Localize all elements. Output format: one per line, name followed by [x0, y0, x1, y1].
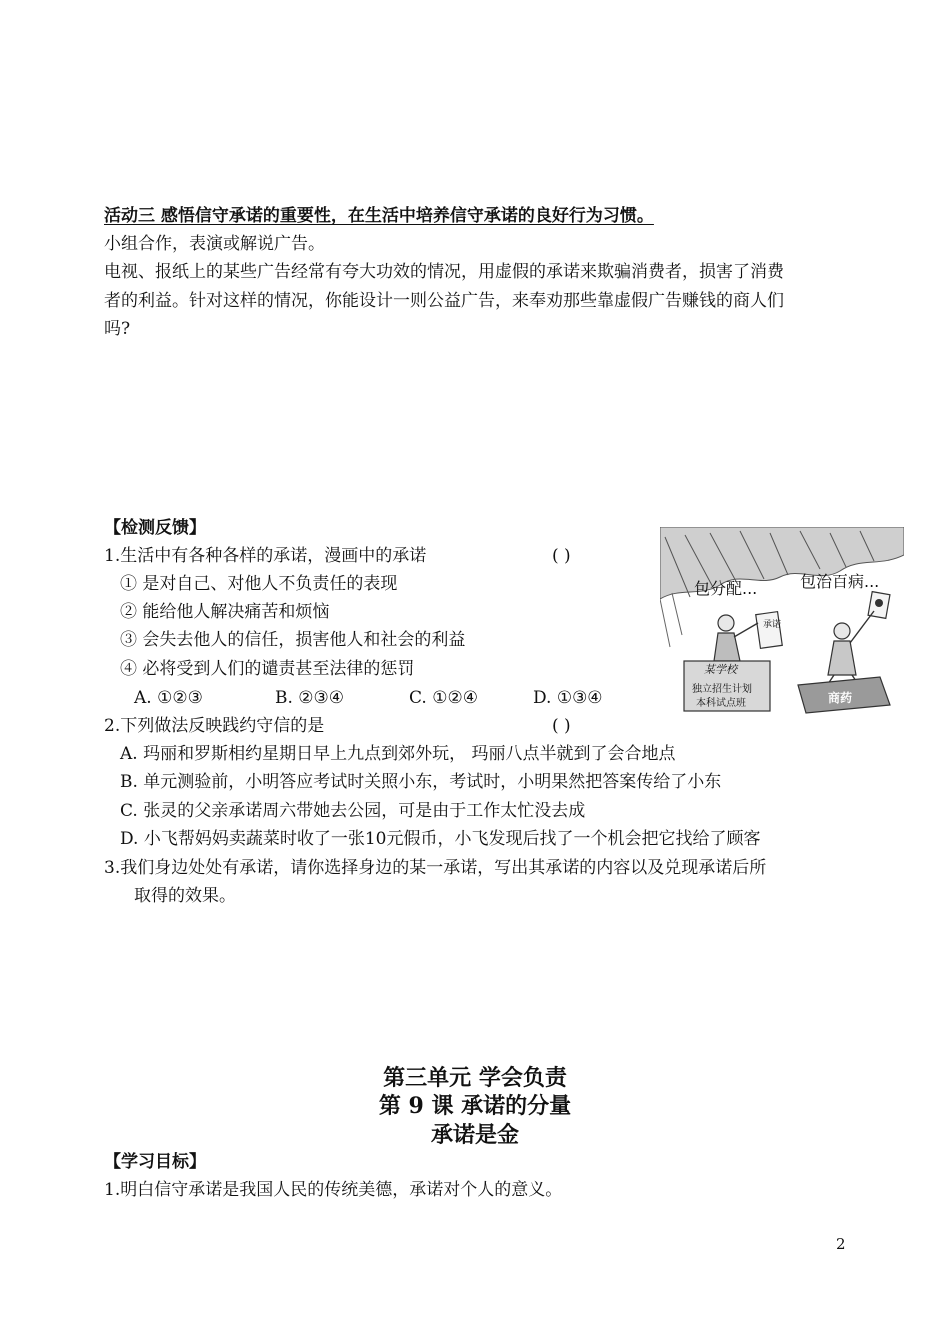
cartoon-box-label: 商药 — [828, 691, 853, 705]
q2-option-a: A. 玛丽和罗斯相约星期日早上九点到郊外玩， 玛丽八点半就到了会合地点 — [120, 744, 676, 764]
goals-item-1: 1.明白信守承诺是我国人民的传统美德，承诺对个人的意义。 — [104, 1180, 563, 1200]
q2-answer-paren: ( ) — [552, 716, 571, 736]
lesson-title: 第 9 课 承诺的分量 — [378, 1093, 572, 1119]
activity3-instruction: 小组合作，表演或解说广告。 — [104, 234, 325, 254]
q1-item-2: ② 能给他人解决痛苦和烦恼 — [120, 602, 330, 622]
q1-answer-paren: ( ) — [552, 546, 571, 566]
activity3-paragraph-line3: 吗? — [104, 319, 131, 339]
q1-option-c: C. ①②④ — [409, 688, 478, 708]
q2-option-b: B. 单元测验前，小明答应考试时关照小东，考试时，小明果然把答案传给了小东 — [120, 772, 722, 792]
q1-stem: 1.生活中有各种各样的承诺，漫画中的承诺 — [104, 546, 427, 566]
cartoon-sign-top: 某学校 — [704, 663, 737, 676]
q2-option-d: D. 小飞帮妈妈卖蔬菜时收了一张10元假币，小飞发现后找了一个机会把它找给了顾客 — [120, 829, 761, 849]
activity3-paragraph-line1: 电视、报纸上的某些广告经常有夸大功效的情况，用虚假的承诺来欺骗消费者，损害了消费 — [104, 262, 784, 282]
cartoon-left-bubble: 包分配... — [694, 579, 758, 598]
cartoon-sign-line1: 独立招生计划 — [692, 684, 752, 695]
q3-line1: 3.我们身边处处有承诺，请你选择身边的某一承诺，写出其承诺的内容以及兑现承诺后所 — [104, 858, 767, 878]
q2-stem: 2.下列做法反映践约守信的是 — [104, 716, 325, 736]
activity3-heading: 活动三 感悟信守承诺的重要性，在生活中培养信守承诺的良好行为习惯。 — [104, 206, 654, 226]
q3-line2: 取得的效果。 — [134, 886, 236, 906]
unit-title: 第三单元 学会负责 — [383, 1065, 567, 1091]
cartoon-illustration — [660, 527, 904, 721]
q1-option-b: B. ②③④ — [275, 688, 345, 708]
cartoon-paper-text: 承诺 — [763, 620, 782, 630]
q2-option-c: C. 张灵的父亲承诺周六带她去公园，可是由于工作太忙没去成 — [120, 801, 586, 821]
q1-item-3: ③ 会失去他人的信任，损害他人和社会的利益 — [120, 630, 466, 650]
cartoon-sign-line2: 本科试点班 — [696, 698, 746, 709]
goals-heading: 【学习目标】 — [104, 1152, 206, 1172]
q1-option-d: D. ①③④ — [533, 688, 603, 708]
page-number: 2 — [836, 1235, 846, 1253]
q1-option-a: A. ①②③ — [134, 688, 203, 708]
q1-item-1: ① 是对自己、对他人不负责任的表现 — [120, 574, 398, 594]
feedback-heading: 【检测反馈】 — [104, 518, 206, 538]
activity3-paragraph-line2: 者的利益。针对这样的情况，你能设计一则公益广告，来奉劝那些靠虚假广告赚钱的商人们 — [104, 291, 784, 311]
section-title: 承诺是金 — [430, 1122, 519, 1148]
cartoon-right-bubble: 包治百病... — [800, 572, 880, 591]
q1-item-4: ④ 必将受到人们的谴责甚至法律的惩罚 — [120, 659, 415, 679]
